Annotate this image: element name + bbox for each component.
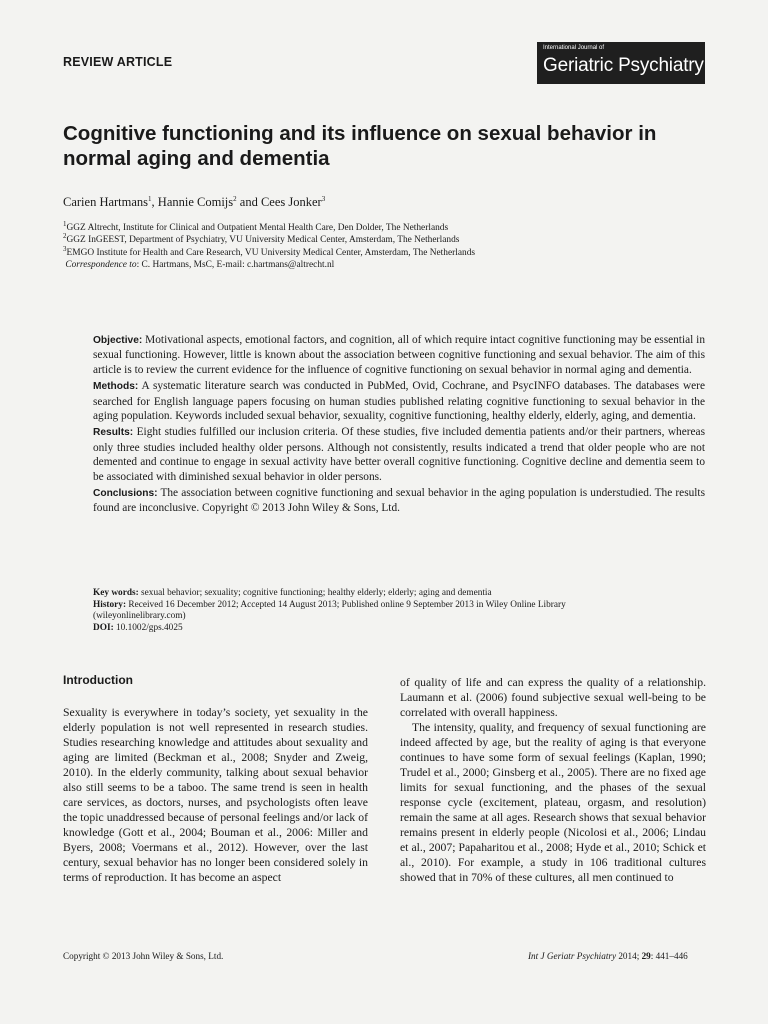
abstract-results-text: Eight studies fulfilled our inclusion criteria. Of these studies, five included dementia patients and/or their partners, whereas only three studies included healthy older persons. Although not consistently, results indicated a trend that older people who are not demented and continue to engage in sexual activity have better overall cognitive functioning. Cognitive decline and dementia seem to be associated with diminished sexual behavior in older persons. (93, 426, 705, 483)
abstract-methods-text: A systematic literature search was conducted in PubMed, Ovid, Cochrane, and PsycINFO databases. The databases were searched for English language papers focusing on human studies published relating cognitive functioning to sexual behavior in the aging population. Keywords included sexual behavior, sexuality, cognitive functioning, healthy elderly, elderly, aging, and dementia. (93, 380, 705, 423)
section-heading-introduction: Introduction (63, 673, 133, 687)
history-line-continued: (wileyonlinelibrary.com) (93, 611, 186, 622)
affiliation-marker: 3 (63, 244, 67, 253)
body-paragraph: Sexuality is everywhere in today’s society, yet sexuality in the elderly population is not well represented in research studies. Studies researching knowledge and attitudes about sexuality and aging are limited (Beckman et al., 2008; Snyder and Zweig, 2010). In the elderly community, talking about sexual behavior also still seems to be a taboo. The same trend is seen in health care services, as doctors, nurses, and psychologists often leave the topic unaddressed because of personal feelings and/or lack of knowledge (Gott et al., 2004; Bouman et al., 2006: Miller and Byers, 2008; Voermans et al., 2012). However, over the last century, sexual behavior has no longer been considered solely in terms of reproduction. It has become an aspect (63, 706, 368, 884)
author-list: Carien Hartmans$^1$, Hannie Comijs$^2$ and Cees Jonker$^3$ (63, 194, 326, 209)
doi-line (93, 623, 705, 635)
correspondence-label: Correspondence to (65, 260, 137, 271)
article-title: Cognitive functioning and its influence on sexual behavior in normal aging and dementia (63, 122, 657, 170)
affiliation-text: GGZ Altrecht, Institute for Clinical and Outpatient Mental Health Care, Den Dolder, The Netherlands (66, 223, 449, 233)
author-affiliation-marker: 2 (233, 194, 237, 203)
keywords-line (93, 588, 705, 600)
body-column-right (400, 675, 706, 885)
author-name: Cees Jonker (260, 195, 322, 209)
author-name: Carien Hartmans (63, 195, 149, 209)
affiliation-row (63, 219, 475, 234)
footer-citation (528, 951, 688, 961)
author-name: Hannie Comijs (157, 195, 234, 209)
abstract-methods (93, 379, 705, 423)
affiliation-text: GGZ InGEEST, Department of Psychiatry, VU University Medical Center, Amsterdam, The Netherlands (66, 235, 460, 246)
correspondence-line (63, 259, 475, 271)
body-paragraph: The intensity, quality, and frequency of sexual functioning are indeed affected by age, but the reality of aging is that everyone continues to have some form of sexual feelings (Kaplan, 1990; Trudel et al., 2000; Ginsberg et al., 2005). There are no fixed age limits for sexual functioning, and the phases of the sexual response cycle (excitement, plateau, orgasm, and resolution) remain the same at all ages. Research shows that sexual behavior remains present in elderly people (Nicolosi et al., 2006; Lindau et al., 2007; Papaharitou et al., 2008; Hyde et al., 2010; Schick et al., 2010). For example, a study in 106 traditional cultures showed that in 70% of these cultures, all men continued to (400, 721, 706, 884)
correspondence-text: : C. Hartmans, MsC, E-mail: c.hartmans@altrecht.nl (136, 260, 335, 271)
affiliations (63, 219, 476, 272)
author-affiliation-marker: 3 (321, 194, 326, 203)
abstract-methods-label: Methods: (93, 381, 139, 393)
author-affiliation-marker: 1 (148, 194, 152, 203)
affiliation-row (63, 244, 476, 259)
citation-journal: Int J Geriatr Psychiatry (528, 951, 617, 961)
citation-year: 2014; (618, 951, 640, 961)
history-label: History: (93, 599, 127, 610)
abstract (93, 333, 705, 518)
doi-link[interactable]: 10.1002/gps.4025 (116, 622, 183, 633)
abstract-results (93, 425, 705, 484)
abstract-objective-text: Motivational aspects, emotional factors, and cognition, all of which require intact cognitive functioning may be essential in sexual functioning. However, little is known about the association between cognitive functioning and sexual behavior. The aim of this article is to review the current evidence for the influence of cognitive functioning on sexual behavior in normal aging and dementia. (93, 334, 706, 376)
abstract-results-label: Results: (93, 427, 134, 439)
citation-pages: : 441–446 (650, 951, 688, 961)
journal-logo (537, 42, 705, 84)
history-text: Received 16 December 2012; Accepted 14 August 2013; Published online 9 September 2013 in Wiley Online Library (128, 599, 566, 610)
affiliation-row (63, 234, 475, 246)
abstract-objective (93, 333, 705, 377)
abstract-conclusions-text: The association between cognitive functioning and sexual behavior in the aging population is understudied. The results found are inconclusive. Copyright © 2013 John Wiley & Sons, Ltd. (93, 487, 705, 515)
citation-volume: 29 (641, 951, 651, 961)
body-column-left (63, 705, 368, 885)
history-line (93, 600, 705, 612)
body-paragraph: of quality of life and can express the quality of a relationship. Laumann et al. (2006) found subjective sexual well-being to be correlated with overall happiness. (400, 676, 706, 719)
article-type-label: REVIEW ARTICLE (63, 55, 173, 69)
journal-logo-small-text: International Journal of (543, 45, 605, 51)
footer-copyright: Copyright © 2013 John Wiley & Sons, Ltd. (63, 951, 224, 961)
affiliation-marker: 1 (63, 219, 67, 228)
journal-logo-title: Geriatric Psychiatry (543, 55, 704, 76)
abstract-conclusions (93, 486, 705, 516)
abstract-conclusions-label: Conclusions: (93, 488, 158, 500)
keywords-label: Key words: (93, 588, 139, 598)
affiliation-text: EMGO Institute for Health and Care Research, VU University Medical Center, Amsterdam, The Netherlands (66, 247, 476, 258)
doi-label: DOI: (93, 622, 114, 633)
keywords-text: sexual behavior; sexuality; cognitive functioning; healthy elderly; elderly; aging and dementia (141, 588, 492, 598)
affiliation-marker: 2 (63, 232, 67, 241)
article-metadata (93, 588, 705, 634)
abstract-objective-label: Objective: (93, 335, 143, 346)
